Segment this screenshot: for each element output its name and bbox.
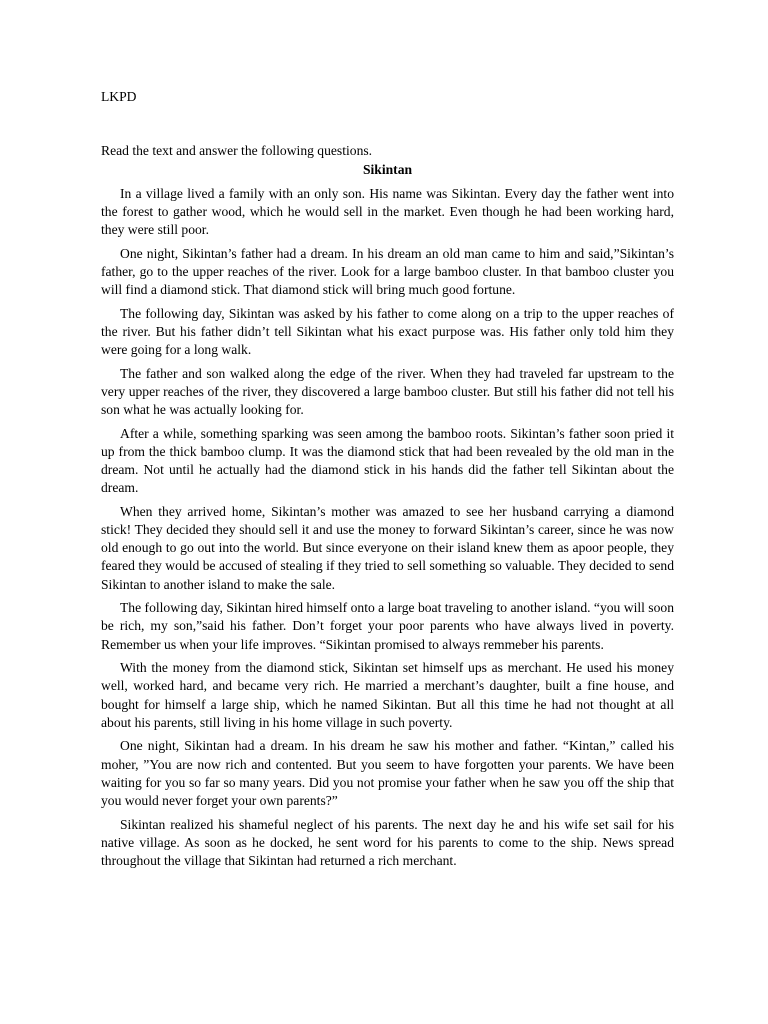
story-paragraph-2: One night, Sikintan’s father had a dream. In his dream an old man came to him and said,”Sikintan’s father, go to the upper reaches of the river. Look for a large bamboo cluster. In that bamboo cluster you will find a diamond stick. That diamond stick will bring much good fortune. [101, 245, 674, 298]
story-paragraph-4: The father and son walked along the edge of the river. When they had traveled far upstream to the very upper reaches of the river, they discovered a large bamboo cluster. But still his father did not tell his son what he was actually looking for. [101, 365, 674, 418]
story-paragraph-3: The following day, Sikintan was asked by his father to come along on a trip to the upper reaches of the river. But his father didn’t tell Sikintan what his exact purpose was. His father only told him they were going for a long walk. [101, 305, 674, 358]
story-title: Sikintan [362, 162, 413, 178]
worksheet-code: LKPD [101, 89, 137, 104]
document-page [101, 88, 674, 876]
instruction-text: Read the text and answer the following questions. [101, 143, 373, 159]
story-paragraph-5: After a while, something sparking was seen among the bamboo roots. Sikintan’s father soon pried it up from the thick bamboo clump. It was the diamond stick that had been revealed by the old man in the dream. Not until he actually had the diamond stick in his hands did the father tell Sikintan about the dream. [101, 425, 674, 496]
story-paragraph-6: When they arrived home, Sikintan’s mother was amazed to see her husband carrying a diamond stick! They decided they should sell it and use the money to forward Sikintan’s career, since he was now old enough to go out into the world. But since everyone on their island knew them as apoor people, they feared they would be accused of stealing if they tried to sell something so valuable. They decided to send Sikintan to another island to make the sale. [101, 503, 674, 592]
story-paragraph-8: With the money from the diamond stick, Sikintan set himself ups as merchant. He used his money well, worked hard, and became very rich. He married a merchant’s daughter, built a fine house, and bought for himself a large ship, which he named Sikintan. But all this time he had not thought at all about his parents, still living in his home village in such poverty. [101, 660, 674, 730]
story-paragraph-10: Sikintan realized his shameful neglect of his parents. The next day he and his wife set sail for his native village. As soon as he docked, he sent word for his parents to come to the ship. News spread throughout the village that Sikintan had returned a rich merchant. [101, 816, 674, 869]
story-paragraph-7: The following day, Sikintan hired himself onto a large boat traveling to another island. “you will soon be rich, my son,”said his father. Don’t forget your poor parents who have always lived in poverty. Remember us when your life improves. “Sikintan promised to always remmeber his parents. [101, 600, 674, 652]
story-paragraph-9: One night, Sikintan had a dream. In his dream he saw his mother and father. “Kintan,” called his moher, ”You are now rich and contented. But you seem to have forgotten your parents. We have been waiting for you so far so many years. Did you not promise your father when he saw you off the ship that you would never forget your own parents?” [101, 738, 674, 809]
story-paragraph-1: In a village lived a family with an only son. His name was Sikintan. Every day the father went into the forest to gather wood, which he would sell in the market. Even though he had been working hard, they were still poor. [101, 185, 674, 238]
